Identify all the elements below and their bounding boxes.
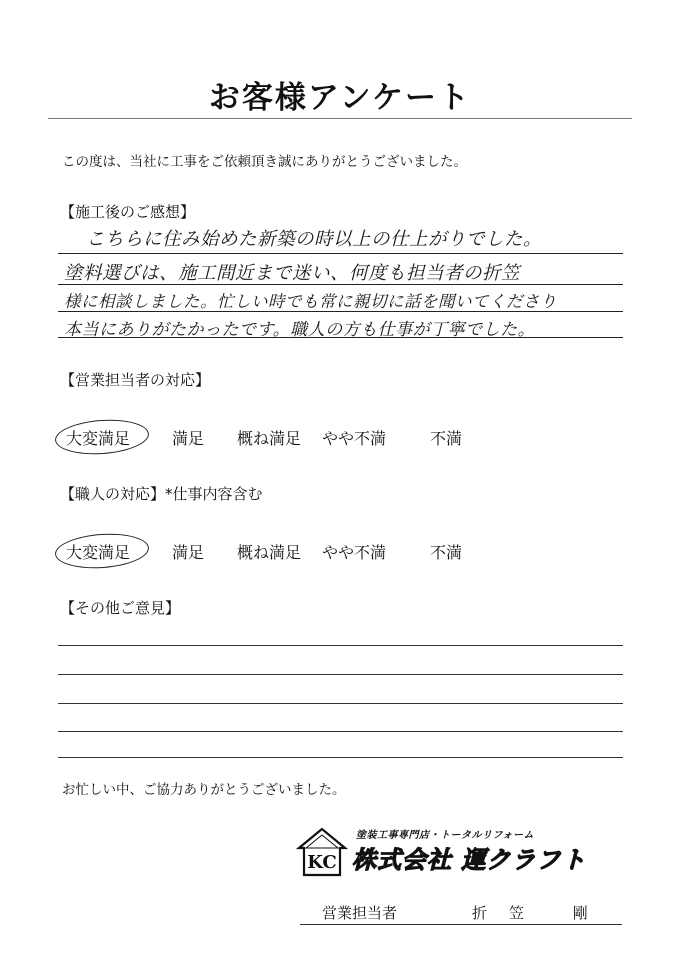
impression-line-4: 本当にありがたかったです。職人の方も仕事が丁寧でした。 bbox=[64, 320, 536, 340]
thanks-text: お忙しい中、ご協力ありがとうございました。 bbox=[62, 782, 346, 798]
impression-line-2: 塗料選びは、施工間近まで迷い、何度も担当者の折笠 bbox=[64, 263, 521, 284]
craftsman-option-somewhat-dissatisfied[interactable]: やや不満 bbox=[322, 543, 387, 562]
impression-line-1: こちらに住み始めた新築の時以上の仕上がりでした。 bbox=[86, 229, 543, 250]
company-name: 株式会社 運クラフト bbox=[352, 846, 587, 874]
sales-option-very-satisfied[interactable]: 大変満足 bbox=[66, 429, 131, 448]
intro-text: この度は、当社に工事をご依頼頂き誠にありがとうございました。 bbox=[62, 154, 467, 170]
writing-line bbox=[58, 311, 623, 312]
comment-line[interactable] bbox=[58, 674, 623, 675]
company-tagline: 塗装工事専門店・トータルリフォーム bbox=[356, 830, 534, 841]
sales-option-mostly-satisfied[interactable]: 概ね満足 bbox=[237, 429, 302, 448]
craftsman-option-mostly-satisfied[interactable]: 概ね満足 bbox=[237, 543, 302, 562]
company-logo bbox=[296, 822, 616, 882]
writing-line bbox=[58, 253, 623, 254]
comment-line[interactable] bbox=[58, 703, 623, 704]
page-title: お客様アンケート bbox=[208, 80, 472, 116]
sales-heading: 【営業担当者の対応】 bbox=[60, 371, 211, 389]
title-divider bbox=[48, 118, 632, 119]
craftsman-option-dissatisfied[interactable]: 不満 bbox=[430, 543, 463, 562]
craftsman-option-satisfied[interactable]: 満足 bbox=[172, 543, 205, 562]
logo-mark-text: KC bbox=[307, 852, 337, 873]
staff-label: 営業担当者 bbox=[322, 904, 398, 922]
writing-line bbox=[58, 284, 623, 285]
staff-name: 折笠 剛 bbox=[472, 904, 610, 922]
other-heading: 【その他ご意見】 bbox=[60, 599, 181, 617]
staff-underline bbox=[300, 924, 622, 925]
craftsman-option-very-satisfied[interactable]: 大変満足 bbox=[66, 543, 131, 562]
comment-line[interactable] bbox=[58, 645, 623, 646]
craftsman-heading: 【職人の対応】*仕事内容含む bbox=[60, 485, 263, 503]
sales-option-dissatisfied[interactable]: 不満 bbox=[430, 429, 463, 448]
sales-option-somewhat-dissatisfied[interactable]: やや不満 bbox=[322, 429, 387, 448]
impression-line-3: 様に相談しました。忙しい時でも常に親切に話を聞いてくださり bbox=[64, 292, 557, 311]
comment-line[interactable] bbox=[58, 731, 623, 732]
impressions-heading: 【施工後のご感想】 bbox=[60, 203, 196, 221]
sales-option-satisfied[interactable]: 満足 bbox=[172, 429, 205, 448]
comment-line[interactable] bbox=[58, 757, 623, 758]
house-logo-icon bbox=[296, 826, 348, 878]
writing-line bbox=[58, 337, 623, 338]
